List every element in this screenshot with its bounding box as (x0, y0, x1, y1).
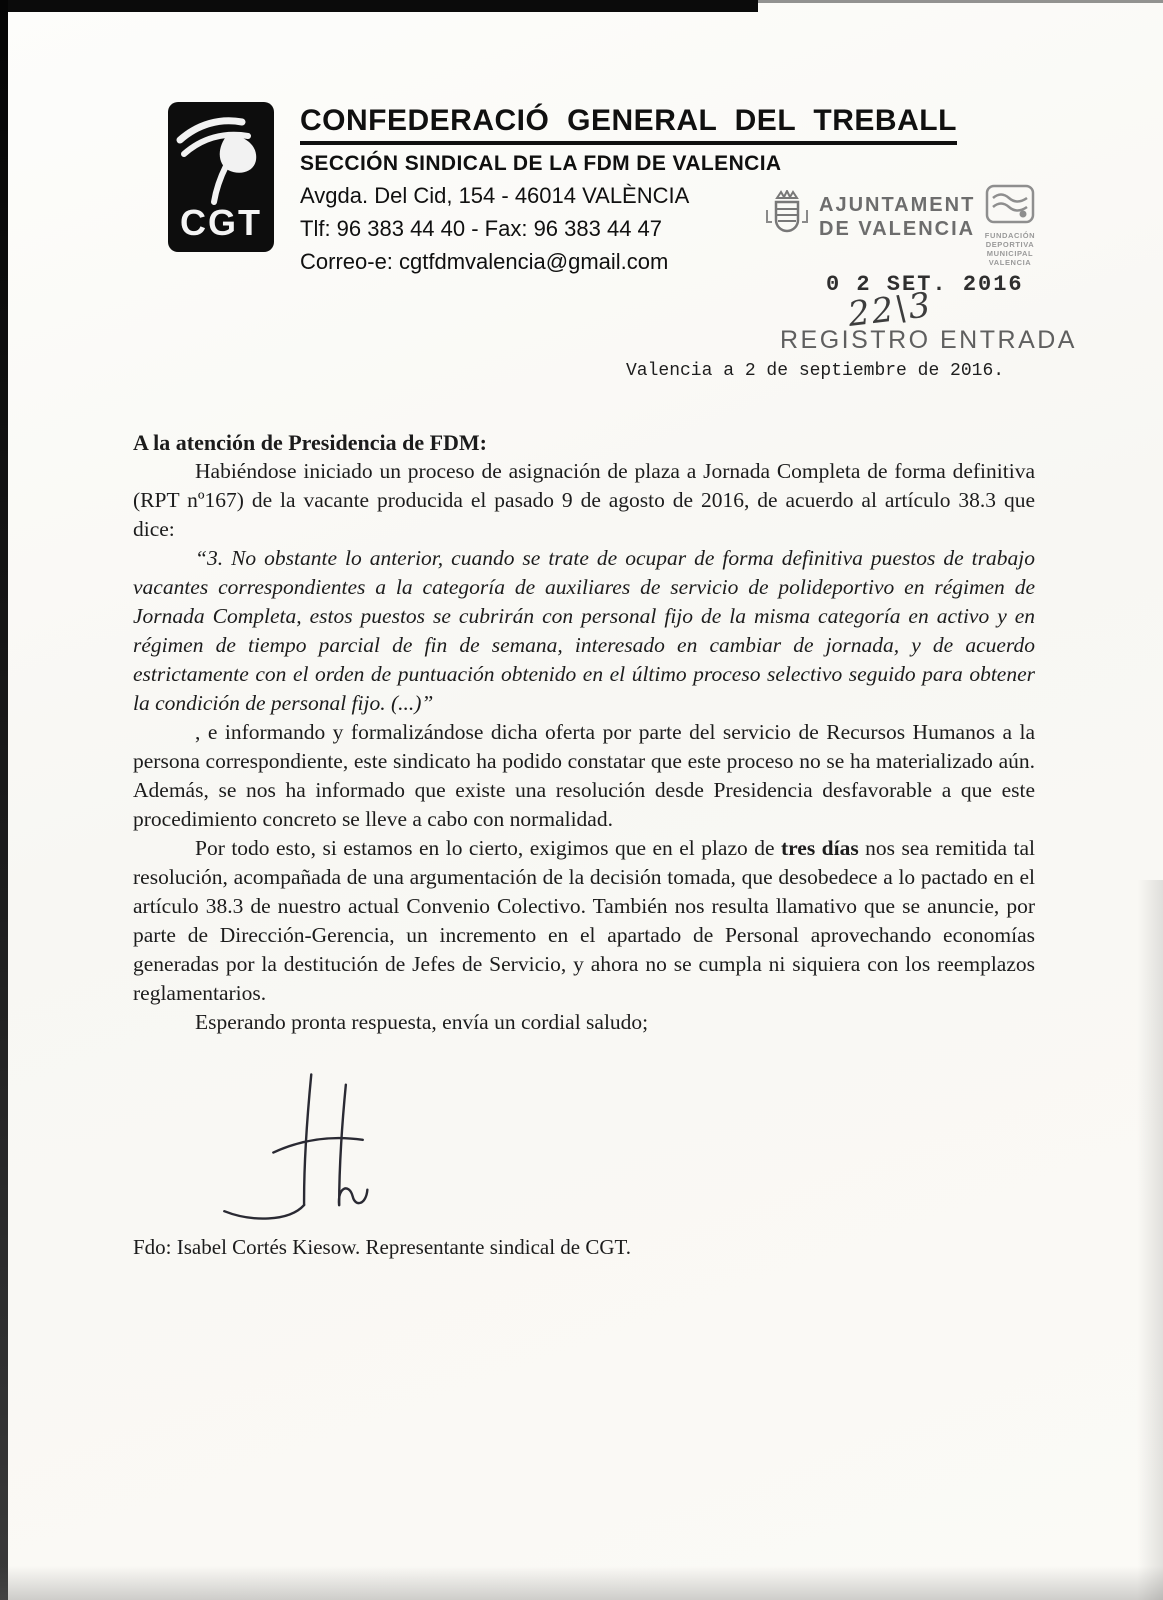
p3-text-after: nos sea remitida tal resolución, acompañada de una argumentación de la decisión tomada, que desobedece a lo pactado en el artículo 38.3 de nuestro actual Convenio Colectivo. También nos resulta llamativo que se anuncie, por parte de Dirección-Gerencia, un incremento en el apartado de Personal aprovechando economías generadas por la destitución de Jefes de Servicio, y ahora no se cumpla ni siquiera con los reemplazos reglamentarios. (133, 836, 1035, 1005)
valencia-coat-of-arms-icon (764, 190, 810, 244)
scan-edge-top (0, 0, 758, 12)
article-quote: “3. No obstante lo anterior, cuando se trate de ocupar de forma definitiva puestos de trabajo vacantes correspondientes a la categoría de auxiliares de servicio de polideportivo en régimen de Jornada Completa, estos puestos se cubrirán con personal fijo de la misma categoría en activo y en régimen de tiempo parcial de fin de semana, interesado en cambiar de jornada, y de acuerdo estrictamente con el orden de puntuación obtenido en el último proceso selectivo seguido para obtener la condición de personal fijo. (...)” (133, 546, 1035, 715)
letter-date-line: Valencia a 2 de septiembre de 2016. (626, 361, 1005, 381)
ajuntament-line2: DE VALENCIA (819, 218, 976, 240)
salutation: A la atención de Presidencia de FDM: (133, 430, 487, 455)
scan-edge-left (0, 0, 8, 1600)
p3-text-before: Por todo esto, si estamos en lo cierto, exigimos que en el plazo de (195, 836, 781, 860)
scan-edge-bottom (0, 1566, 1163, 1600)
paragraph-exigencia (133, 834, 1035, 1008)
ajuntament-stamp (764, 190, 975, 244)
handwritten-registry-number: 22\3 (845, 285, 935, 335)
p3-bold-tres-dias: tres días (780, 836, 859, 860)
closing-line: Esperando pronta respuesta, envía un cordial saludo; (195, 1010, 649, 1034)
signature-scribble (211, 1055, 471, 1233)
fdm-logo-icon (981, 184, 1039, 226)
ajuntament-stamp-text (819, 193, 975, 241)
fdm-line2: DEPORTIVA (985, 240, 1035, 249)
org-email: Correo-e: cgtfdmvalencia@gmail.com (300, 249, 669, 274)
letter-body (133, 428, 1035, 1262)
scan-shade-right (1137, 880, 1163, 1600)
signature-caption: Fdo: Isabel Cortés Kiesow. Representante sindical de CGT. (133, 1235, 632, 1259)
fdm-line3: MUNICIPAL (986, 249, 1034, 258)
fdm-stamp (972, 184, 1048, 267)
paragraph-constatacion: , e informando y formalizándose dicha oferta por parte del servicio de Recursos Humanos a la persona correspondiente, este sindicato ha podido constatar que este proceso no se ha materializado aún. Además, se nos ha informado que existe una resolución desde Presidencia desfavorable a que este procedimiento concreto se lleve a cabo con normalidad. (133, 720, 1035, 831)
fdm-line1: FUNDACIÓN (984, 231, 1036, 240)
org-address: Avgda. Del Cid, 154 - 46014 VALÈNCIA (300, 183, 690, 208)
org-name: CONFEDERACIÓ GENERAL DEL TREBALL (300, 104, 957, 145)
paragraph-intro: Habiéndose iniciado un proceso de asignación de plaza a Jornada Completa de forma definitiva (RPT nº167) de la vacante producida el pasado 9 de agosto de 2016, de acuerdo al artículo 38.3 que dice: (133, 459, 1035, 541)
registro-entrada-label: REGISTRO ENTRADA (780, 326, 1077, 354)
signature (211, 1055, 1035, 1233)
cgt-logo (168, 102, 274, 252)
org-phone-fax: Tlf: 96 383 44 40 - Fax: 96 383 44 47 (300, 216, 663, 241)
fdm-line4: VALENCIA (988, 258, 1032, 267)
entry-date-stamp: 0 2 SET. 2016 (826, 272, 1024, 297)
ajuntament-line1: AJUNTAMENT (819, 194, 976, 216)
org-section: SECCIÓN SINDICAL DE LA FDM DE VALENCIA (300, 152, 782, 175)
cgt-logo-label: CGT (180, 202, 262, 243)
fdm-stamp-text (972, 231, 1048, 267)
cgt-fist-icon (168, 106, 274, 210)
